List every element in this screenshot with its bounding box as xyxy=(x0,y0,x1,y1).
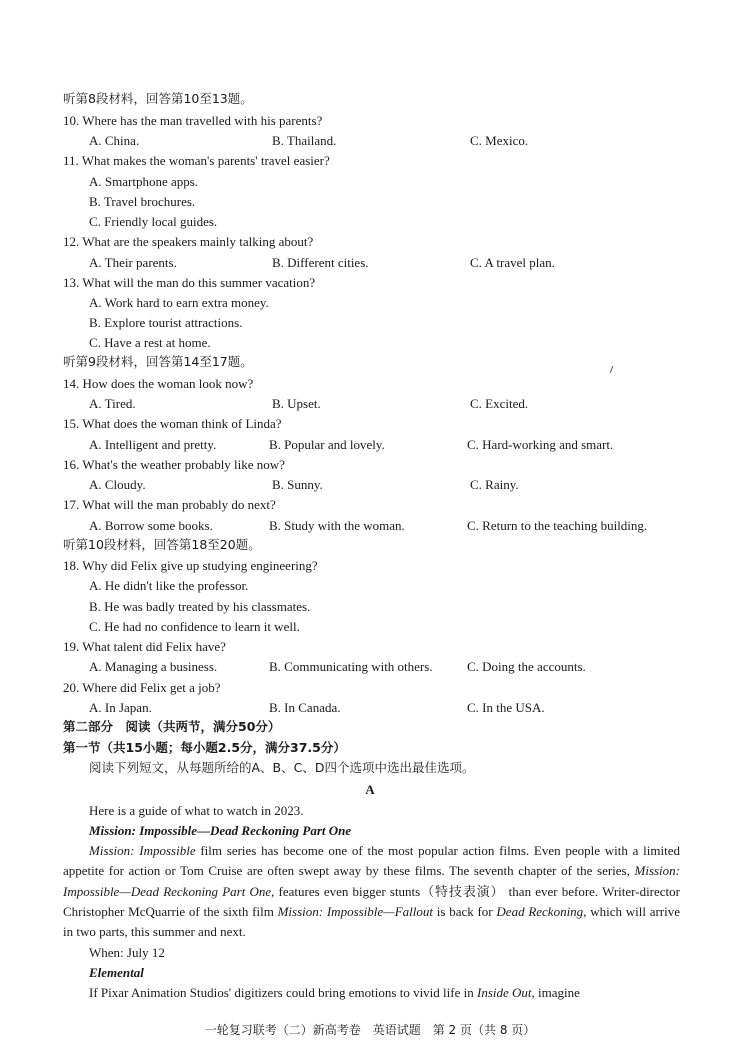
q18-option-b: B. He was badly treated by his classmates. xyxy=(89,599,311,614)
q14-option-a: A. Tired. xyxy=(89,396,136,411)
q15-option-b: B. Popular and lovely. xyxy=(269,437,385,452)
q12-option-b: B. Different cities. xyxy=(272,255,369,270)
q16-option-c: C. Rainy. xyxy=(470,477,519,492)
section-10-heading: 听第10段材料，回答第18至20题。 xyxy=(63,537,261,552)
film-1-text-3: is back for xyxy=(433,903,497,919)
question-20: 20. Where did Felix get a job? xyxy=(63,680,221,695)
film-1-text-2: , features even bigger stunts（特技表演） than ever before. Writer-director Christopher McQuarrie of the sixth film xyxy=(63,883,680,919)
film-1-release-date: When: July 12 xyxy=(89,945,165,960)
film-1-text-1: film series has become one of the most popular action films. Even people with a limited appetite for action or Tom Cruise are often swept away by these films. The seventh chapter of the series, xyxy=(63,843,680,879)
q11-option-a: A. Smartphone apps. xyxy=(89,174,199,189)
q20-option-c: C. In the USA. xyxy=(467,700,545,715)
film-1-title-ref: Mission: Impossible—Dead Reckoning Part One xyxy=(63,863,680,899)
question-11: 11. What makes the woman's parents' travel easier? xyxy=(63,153,330,168)
question-19: 19. What talent did Felix have? xyxy=(63,639,226,654)
question-15: 15. What does the woman think of Linda? xyxy=(63,416,282,431)
film-1-title: Mission: Impossible—Dead Reckoning Part One xyxy=(89,823,352,838)
q18-option-c: C. He had no confidence to learn it well. xyxy=(89,619,300,634)
q17-option-c: C. Return to the teaching building. xyxy=(467,518,648,533)
q11-option-c: C. Friendly local guides. xyxy=(89,214,218,229)
section-9-heading: 听第9段材料，回答第14至17题。 xyxy=(63,354,253,369)
film-2-inside-out-ref: Inside Out xyxy=(476,985,532,1000)
question-13: 13. What will the man do this summer vacation? xyxy=(63,275,316,290)
part-2-heading: 第二部分 阅读（共两节，满分50分） xyxy=(63,719,281,734)
q15-option-a: A. Intelligent and pretty. xyxy=(89,437,217,452)
film-1-dead-reckoning-ref: Dead Reckoning xyxy=(496,903,584,919)
q17-option-b: B. Study with the woman. xyxy=(269,518,405,533)
film-2-title: Elemental xyxy=(89,965,144,980)
film-1-text-4: , which will arrive in two parts, this summer and next. xyxy=(63,903,680,940)
question-14: 14. How does the woman look now? xyxy=(63,376,254,391)
page-footer: 一轮复习联考（二）新高考卷 英语试题 第 2 页（共 8 页） xyxy=(204,1023,536,1037)
film-1-fallout-ref: Mission: Impossible—Fallout xyxy=(277,903,434,919)
q20-option-b: B. In Canada. xyxy=(269,700,341,715)
film-1-series-name: Mission: Impossible xyxy=(89,843,196,858)
section-1-heading: 第一节（共15小题；每小题2.5分，满分37.5分） xyxy=(63,740,346,755)
passage-intro: Here is a guide of what to watch in 2023. xyxy=(89,803,304,818)
q19-option-c: C. Doing the accounts. xyxy=(467,659,586,674)
q10-option-a: A. China. xyxy=(89,133,140,148)
question-18: 18. Why did Felix give up studying engineering? xyxy=(63,558,318,573)
q17-option-a: A. Borrow some books. xyxy=(89,518,213,533)
q16-option-a: A. Cloudy. xyxy=(89,477,146,492)
question-12: 12. What are the speakers mainly talking about? xyxy=(63,234,314,249)
q13-option-c: C. Have a rest at home. xyxy=(89,335,211,350)
q10-option-b: B. Thailand. xyxy=(272,133,337,148)
question-10: 10. Where has the man travelled with his parents? xyxy=(63,113,323,128)
q12-option-a: A. Their parents. xyxy=(89,255,177,270)
q15-option-c: C. Hard-working and smart. xyxy=(467,437,614,452)
reading-instruction: 阅读下列短文，从每题所给的A、B、C、D四个选项中选出最佳选项。 xyxy=(89,760,475,775)
q12-option-c: C. A travel plan. xyxy=(470,255,555,270)
q18-option-a: A. He didn't like the professor. xyxy=(89,578,249,593)
passage-label: A xyxy=(365,782,375,797)
q10-option-c: C. Mexico. xyxy=(470,133,529,148)
q19-option-b: B. Communicating with others. xyxy=(269,659,433,674)
film-2-description xyxy=(63,983,680,1003)
stray-mark xyxy=(610,366,617,373)
q13-option-a: A. Work hard to earn extra money. xyxy=(89,295,269,310)
q16-option-b: B. Sunny. xyxy=(272,477,323,492)
q13-option-b: B. Explore tourist attractions. xyxy=(89,315,243,330)
q20-option-a: A. In Japan. xyxy=(89,700,152,715)
question-16: 16. What's the weather probably like now? xyxy=(63,457,285,472)
film-1-description xyxy=(63,841,680,942)
q14-option-c: C. Excited. xyxy=(470,396,529,411)
q19-option-a: A. Managing a business. xyxy=(89,659,218,674)
film-2-text-1: If Pixar Animation Studios' digitizers could bring emotions to vivid life in xyxy=(89,985,477,1000)
q14-option-b: B. Upset. xyxy=(272,396,321,411)
section-8-heading: 听第8段材料，回答第10至13题。 xyxy=(63,91,253,106)
q11-option-b: B. Travel brochures. xyxy=(89,194,196,209)
question-17: 17. What will the man probably do next? xyxy=(63,497,276,512)
film-2-text-2: , imagine xyxy=(531,985,580,1000)
